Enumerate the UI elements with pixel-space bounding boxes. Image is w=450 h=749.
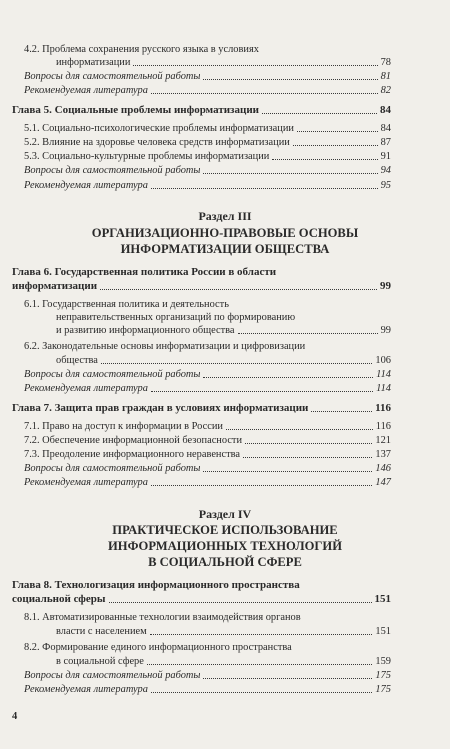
- toc-page-number: 114: [376, 369, 391, 380]
- toc-entry-text: Вопросы для самостоятельной работы: [24, 165, 201, 176]
- leader-dots: [100, 289, 377, 290]
- toc-entry-text: общества: [56, 355, 98, 366]
- toc-entry-text: в социальной сфере: [56, 656, 144, 667]
- leader-dots: [272, 159, 377, 160]
- leader-dots: [238, 333, 378, 334]
- toc-chapter-6: [12, 266, 450, 279]
- toc-entry-questions: [24, 462, 391, 475]
- part-4-label: Раздел IV: [198, 507, 252, 521]
- toc-entry-text: 5.1. Социально-психологические проблемы информатизации: [24, 123, 294, 134]
- toc-entry-8-1-cont: [56, 625, 391, 638]
- leader-dots: [203, 678, 372, 679]
- toc-entry-text: 8.2. Формирование единого информационного пространства: [24, 642, 292, 653]
- toc-entry-questions: [24, 368, 391, 381]
- toc-page-number: 151: [375, 626, 391, 637]
- toc-entry-text: информатизации: [56, 57, 131, 68]
- toc-entry-literature: [24, 84, 391, 97]
- leader-dots: [203, 79, 377, 80]
- part-3-title-line-2: ИНФОРМАТИЗАЦИИ ОБЩЕСТВА: [120, 242, 330, 256]
- toc-page-number: 82: [380, 85, 391, 96]
- toc-entry-literature: [24, 683, 391, 696]
- part-4-title-line-3: В СОЦИАЛЬНОЙ СФЕРЕ: [148, 555, 302, 569]
- toc-entry-6-1: [24, 298, 450, 311]
- toc-entry-text: 5.2. Влияние на здоровье человека средств информатизации: [24, 137, 290, 148]
- leader-dots: [243, 457, 372, 458]
- toc-entry-text: 7.3. Преодоление информационного неравенства: [24, 449, 241, 460]
- toc-entry-8-2-cont: [56, 655, 391, 668]
- toc-page-number: 99: [380, 280, 391, 292]
- page-number: 4: [12, 711, 18, 722]
- leader-dots: [151, 93, 378, 94]
- toc-page-number: 95: [380, 180, 391, 191]
- toc-entry-5-3: [24, 150, 391, 163]
- leader-dots: [133, 65, 377, 66]
- toc-entry-7-3: [24, 448, 391, 461]
- part-4-title-line-2: ИНФОРМАЦИОННЫХ ТЕХНОЛОГИЙ: [107, 539, 343, 553]
- toc-entry-5-2: [24, 136, 391, 149]
- toc-entry-text: Вопросы для самостоятельной работы: [24, 670, 201, 681]
- toc-entry-4-2-cont: [56, 56, 391, 69]
- toc-page-number: 78: [380, 57, 391, 68]
- toc-entry-text: Рекомендуемая литература: [24, 383, 148, 394]
- toc-chapter-7: [12, 402, 391, 415]
- leader-dots: [226, 429, 373, 430]
- toc-entry-questions: [24, 164, 391, 177]
- leader-dots: [151, 391, 373, 392]
- leader-dots: [109, 602, 372, 603]
- toc-entry-text: социальной сферы: [12, 593, 106, 605]
- leader-dots: [151, 188, 378, 189]
- leader-dots: [262, 113, 377, 114]
- toc-entry-6-1-cont2: [56, 324, 391, 337]
- toc-page-number: 84: [380, 104, 391, 116]
- toc-entry-text: 6.1. Государственная политика и деятельность: [24, 299, 229, 310]
- toc-page-number: 121: [375, 435, 391, 446]
- toc-entry-text: Вопросы для самостоятельной работы: [24, 369, 201, 380]
- toc-page-number: 91: [380, 151, 391, 162]
- toc-entry-text: 5.3. Социально-культурные проблемы информатизации: [24, 151, 270, 162]
- part-3-title-line-1: ОРГАНИЗАЦИОННО-ПРАВОВЫЕ ОСНОВЫ: [91, 226, 359, 240]
- leader-dots: [203, 377, 373, 378]
- toc-page-number: 151: [374, 593, 391, 605]
- toc-entry-text: Глава 8. Технологизация информационного пространства: [12, 579, 300, 591]
- toc-entry-text: 8.1. Автоматизированные технологии взаимодействия органов: [24, 612, 301, 623]
- toc-entry-literature: [24, 382, 391, 395]
- toc-entry-questions: [24, 669, 391, 682]
- toc-page-number: 114: [376, 383, 391, 394]
- toc-chapter-6-cont: [12, 280, 391, 293]
- toc-page-number: 159: [375, 656, 391, 667]
- toc-page-number: 106: [375, 355, 391, 366]
- toc-entry-6-1-cont: [56, 311, 450, 324]
- toc-entry-text: 7.2. Обеспечение информационной безопасности: [24, 435, 243, 446]
- toc-entry-text: неправительственных организаций по формированию: [56, 312, 296, 323]
- leader-dots: [150, 634, 373, 635]
- toc-page-number: 147: [375, 477, 391, 488]
- toc-entry-6-2: [24, 340, 450, 353]
- leader-dots: [151, 485, 372, 486]
- toc-chapter-8-cont: [12, 593, 391, 606]
- toc-entry-text: 6.2. Законодательные основы информатизации и цифровизации: [24, 341, 306, 352]
- toc-entry-text: Глава 5. Социальные проблемы информатизации: [12, 104, 259, 116]
- part-3-label: Раздел III: [198, 209, 252, 223]
- toc-page-number: 116: [375, 402, 391, 414]
- toc-entry-text: Глава 7. Защита прав граждан в условиях информатизации: [12, 402, 309, 414]
- toc-entry-8-1: [24, 611, 450, 624]
- toc-entry-6-2-cont: [56, 354, 391, 367]
- toc-page-number: 81: [380, 71, 391, 82]
- toc-entry-text: 7.1. Право на доступ к информации в России: [24, 421, 223, 432]
- toc-entry-text: Вопросы для самостоятельной работы: [24, 71, 201, 82]
- toc-page-number: 137: [375, 449, 391, 460]
- leader-dots: [297, 131, 378, 132]
- toc-entry-text: Рекомендуемая литература: [24, 477, 148, 488]
- toc-page-number: 87: [380, 137, 391, 148]
- leader-dots: [293, 145, 378, 146]
- toc-entry-7-1: [24, 420, 391, 433]
- toc-entry-text: Вопросы для самостоятельной работы: [24, 463, 201, 474]
- leader-dots: [101, 363, 373, 364]
- toc-page-number: 175: [375, 684, 391, 695]
- toc-page-number: 146: [375, 463, 391, 474]
- toc-entry-text: Рекомендуемая литература: [24, 180, 148, 191]
- leader-dots: [203, 471, 372, 472]
- toc-entry-text: 4.2. Проблема сохранения русского языка в условиях: [24, 44, 259, 55]
- toc-page-number: 84: [380, 123, 391, 134]
- leader-dots: [151, 692, 372, 693]
- leader-dots: [147, 664, 373, 665]
- toc-entry-text: Рекомендуемая литература: [24, 85, 148, 96]
- toc-entry-questions: [24, 70, 391, 83]
- toc-page-number: 99: [380, 325, 391, 336]
- toc-entry-text: и развитию информационного общества: [56, 325, 235, 336]
- toc-entry-text: Рекомендуемая литература: [24, 684, 148, 695]
- part-4-title-line-1: ПРАКТИЧЕСКОЕ ИСПОЛЬЗОВАНИЕ: [112, 523, 338, 537]
- toc-page-number: 175: [375, 670, 391, 681]
- toc-entry-5-1: [24, 122, 391, 135]
- toc-entry-text: информатизации: [12, 280, 98, 292]
- toc-page-number: 94: [380, 165, 391, 176]
- leader-dots: [245, 443, 372, 444]
- toc-chapter-5: [12, 104, 391, 117]
- toc-entry-8-2: [24, 641, 450, 654]
- toc-entry-4-2: [24, 43, 450, 56]
- leader-dots: [311, 411, 372, 412]
- toc-page-number: 116: [375, 421, 391, 432]
- toc-entry-literature: [24, 476, 391, 489]
- toc-chapter-8: [12, 579, 450, 592]
- leader-dots: [203, 173, 377, 174]
- toc-entry-text: власти с населением: [56, 626, 147, 637]
- toc-entry-text: Глава 6. Государственная политика России в области: [12, 266, 277, 278]
- toc-entry-7-2: [24, 434, 391, 447]
- toc-entry-literature: [24, 179, 391, 192]
